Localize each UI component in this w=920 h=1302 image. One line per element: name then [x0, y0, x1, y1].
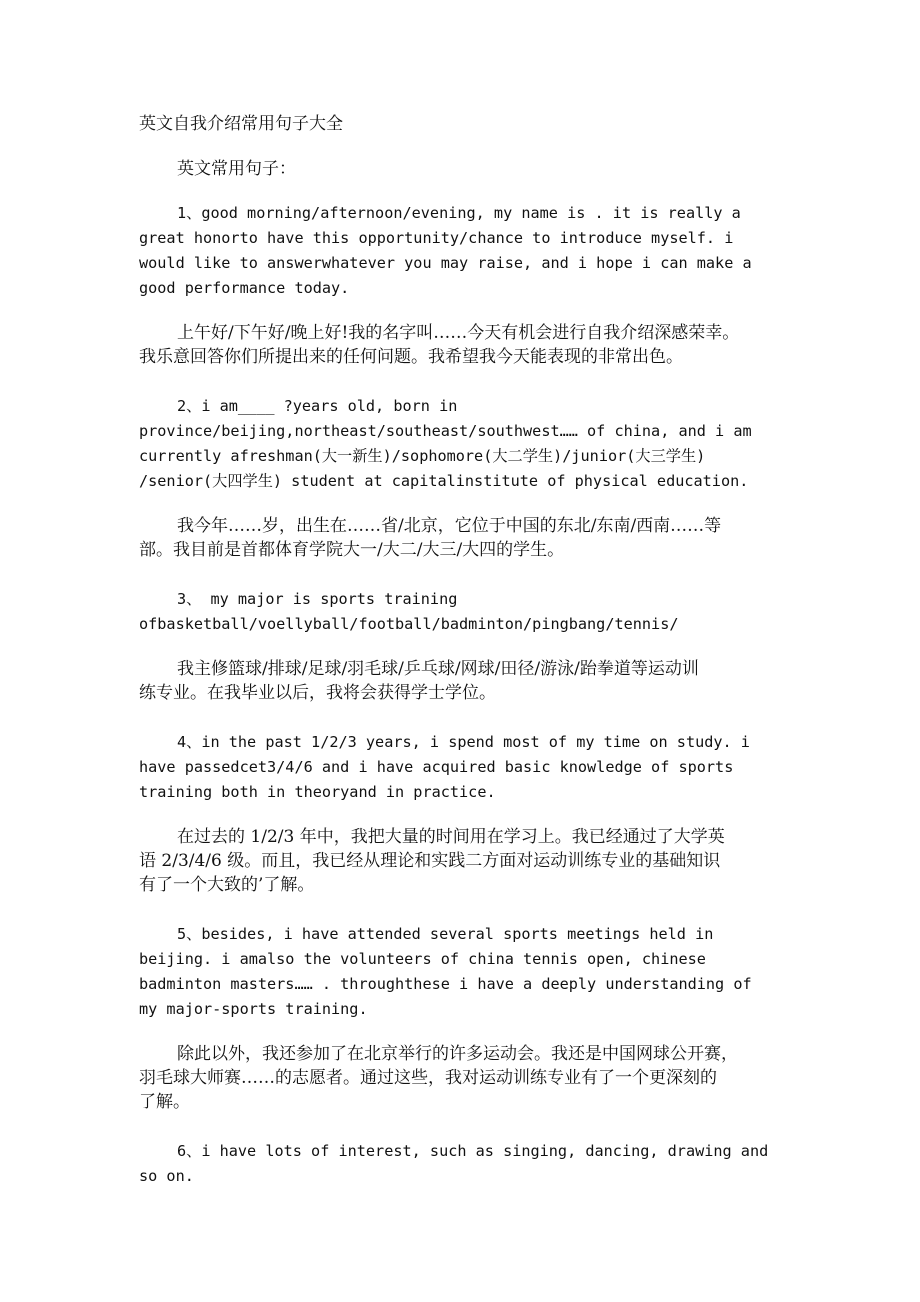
document-title: 英文自我介绍常用句子大全 — [139, 114, 343, 134]
paragraph-6-english: 6、i have lots of interest, such as singing, dancing, drawing and so on. — [139, 1142, 769, 1185]
paragraph-1-chinese: 上午好/下午好/晚上好!我的名字叫……今天有机会进行自我介绍深感荣幸。 我乐意回答你们所提出来的任何问题。我希望我今天能表现的非常出色。 — [139, 323, 740, 367]
paragraph-5-english: 5、besides, i have attended several sports meetings held in beijing. i amalso the volunteers of china tennis open, chinese badminton masters…… . throughthese i have a deeply understanding of my major-sports training. — [139, 925, 752, 1018]
document-page — [139, 112, 799, 1209]
paragraph-3-chinese: 我主修篮球/排球/足球/羽毛球/乒乓球/网球/田径/游泳/跆拳道等运动训 练专业。在我毕业以后，我将会获得学士学位。 — [139, 659, 699, 703]
paragraph-2-english: 2、i am____ ?years old, born in province/beijing,northeast/southeast/southwest…… of china, and i am currently afreshman(大一新生)/sophomore(大二学生)/junior(大三学生) /senior(大四学生) student at capitalinstitute of physical education. — [139, 397, 752, 490]
paragraph-4-english: 4、in the past 1/2/3 years, i spend most of my time on study. i have passedcet3/4/6 and i have acquired basic knowledge of sports training both in theoryand in practice. — [139, 733, 750, 801]
paragraph-4-chinese: 在过去的 1/2/3 年中，我把大量的时间用在学习上。我已经通过了大学英 语 2/3/4/6 级。而且，我已经从理论和实践二方面对运动训练专业的基础知识 有了一个大致的’了解。 — [139, 827, 725, 895]
paragraph-2-chinese: 我今年……岁，出生在……省/北京，它位于中国的东北/东南/西南……等 部。我目前是首都体育学院大一/大二/大三/大四的学生。 — [139, 516, 722, 560]
paragraph-3-english: 3、 my major is sports training ofbasketball/voellyball/football/badminton/pingbang/tennis/ — [139, 590, 679, 633]
document-subtitle: 英文常用句子： — [177, 159, 296, 179]
paragraph-1-english: 1、good morning/afternoon/evening, my name is . it is really a great honorto have this opportunity/chance to introduce myself. i would like to answerwhatever you may raise, and i hope i can make a good performance today. — [139, 204, 752, 297]
paragraph-5-chinese: 除此以外，我还参加了在北京举行的许多运动会。我还是中国网球公开赛， 羽毛球大师赛……的志愿者。通过这些，我对运动训练专业有了一个更深刻的 了解。 — [139, 1044, 738, 1112]
